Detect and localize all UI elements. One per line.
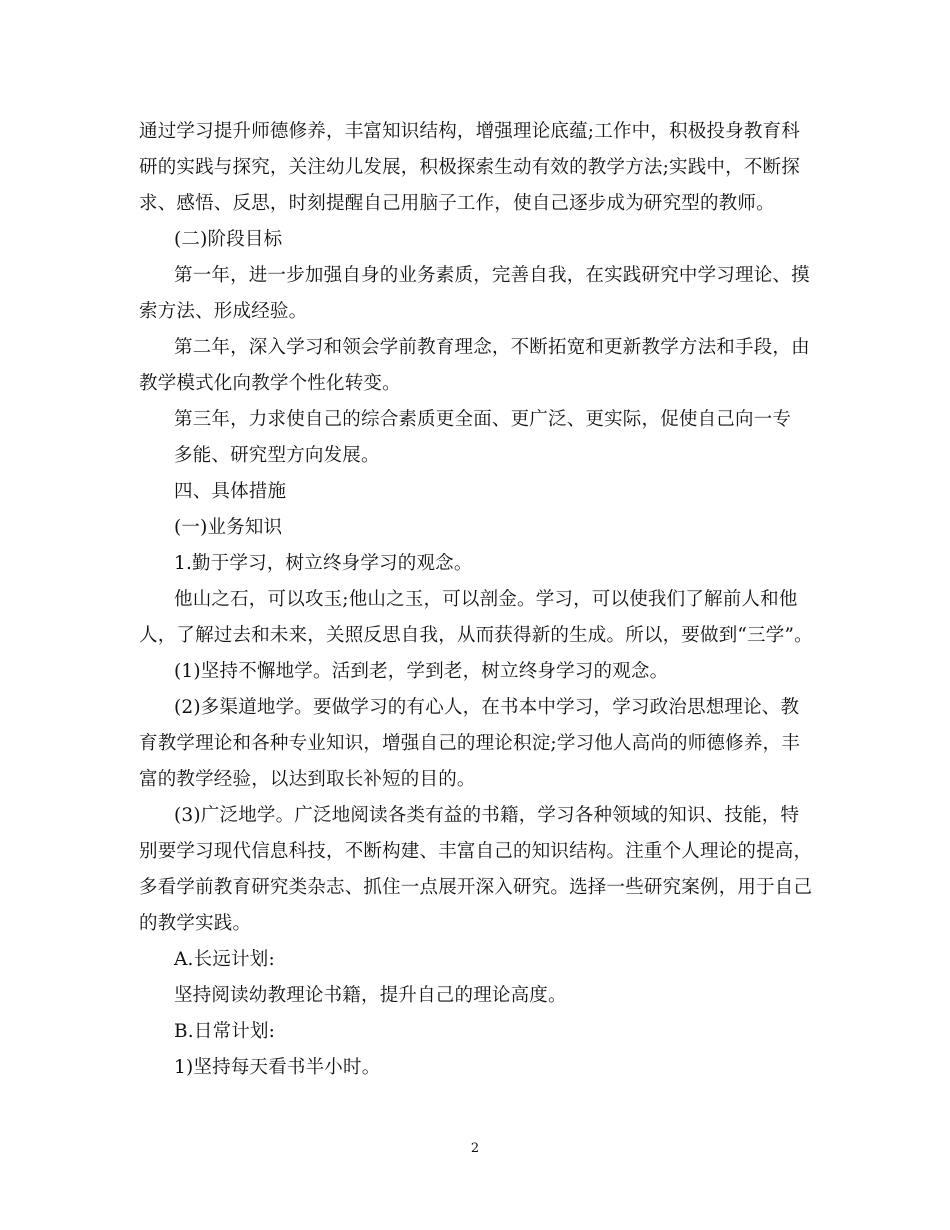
list-item: 1.勤于学习，树立终身学习的观念。: [174, 553, 473, 574]
section-heading: 四、具体措施: [174, 481, 287, 502]
text-line: 求、感悟、反思，时刻提醒自己用脑子工作，使自己逐步成为研究型的教师。: [139, 193, 775, 214]
text-line: 通过学习提升师德修养，丰富知识结构，增强理论底蕴;工作中，积极投身教育科: [139, 121, 800, 142]
section-heading: (一)业务知识: [174, 517, 283, 538]
list-item: (1)坚持不懈地学。活到老，学到老，树立终身学习的观念。: [174, 661, 669, 682]
text-line: 研的实践与探究，关注幼儿发展，积极探索生动有效的教学方法;实践中，不断探: [139, 157, 800, 178]
section-heading: (二)阶段目标: [174, 229, 283, 250]
text-line: 人，了解过去和未来，关照反思自我，从而获得新的生成。所以，要做到“三学”。: [139, 625, 813, 646]
list-item: B.日常计划:: [174, 1021, 276, 1042]
page-number: 2: [470, 1141, 480, 1156]
text-line: 多看学前教育研究类杂志、抓住一点展开深入研究。选择一些研究案例，用于自己: [139, 877, 813, 898]
text-line: 育教学理论和各种专业知识，增强自己的理论积淀;学习他人高尚的师德修养，丰: [139, 733, 800, 754]
text-line: 他山之石，可以攻玉;他山之玉，可以剖金。学习，可以使我们了解前人和他: [174, 589, 798, 610]
list-item: A.长远计划:: [174, 949, 275, 970]
list-item: (3)广泛地学。广泛地阅读各类有益的书籍，学习各种领域的知识、技能，特: [174, 805, 800, 826]
text-line: 教学模式化向教学个性化转变。: [139, 373, 401, 394]
text-line: 坚持阅读幼教理论书籍，提升自己的理论高度。: [174, 985, 567, 1006]
text-line: 多能、研究型方向发展。: [174, 445, 380, 466]
text-line: 别要学习现代信息科技，不断构建、丰富自己的知识结构。注重个人理论的提高，: [139, 841, 813, 862]
text-line: 富的教学经验，以达到取长补短的目的。: [139, 769, 476, 790]
text-line: 第三年，力求使自己的综合素质更全面、更广泛、更实际，促使自己向一专: [174, 409, 792, 430]
list-item: (2)多渠道地学。要做学习的有心人，在书本中学习，学习政治思想理论、教: [174, 697, 800, 718]
list-item: 1)坚持每天看书半小时。: [174, 1057, 381, 1078]
text-line: 索方法、形成经验。: [139, 301, 308, 322]
text-line: 的教学实践。: [139, 913, 252, 934]
text-line: 第二年，深入学习和领会学前教育理念，不断拓宽和更新教学方法和手段，由: [174, 337, 810, 358]
text-line: 第一年，进一步加强自身的业务素质，完善自我，在实践研究中学习理论、摸: [174, 265, 810, 286]
